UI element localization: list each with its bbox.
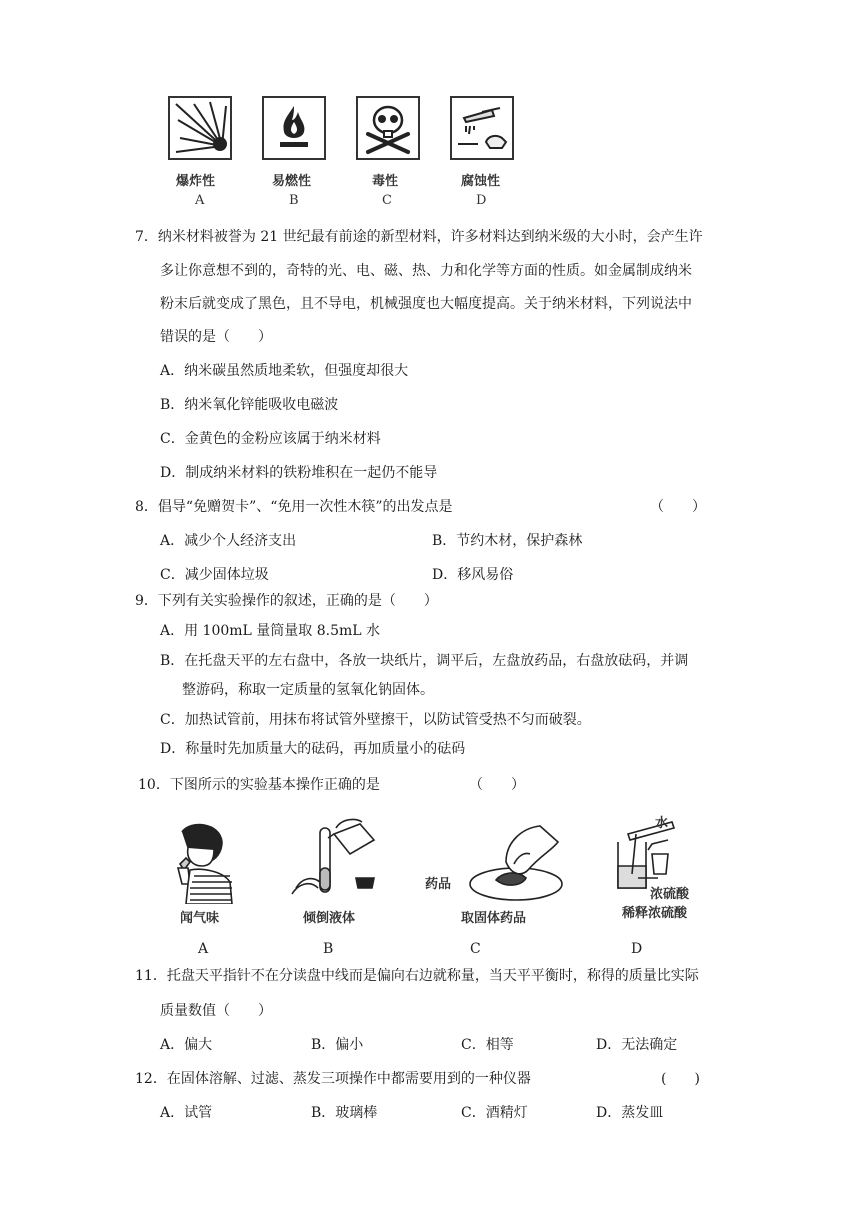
picture-caption: 倾倒液体: [303, 911, 356, 926]
q7-stem-line-1: 7．纳米材料被誉为 21 世纪最有前途的新型材料，许多材料达到纳米级的大小时，会产生许: [135, 229, 703, 245]
q8-option-b: B．节约木材，保护森林: [432, 533, 583, 549]
q12-option-a: A．试管: [160, 1105, 213, 1121]
hazard-sign-label: 腐蚀性: [461, 174, 501, 189]
q9-option-d: D．称量时先加质量大的砝码，再加质量小的砝码: [160, 741, 466, 757]
hazard-sign-label: 易燃性: [272, 174, 312, 189]
q11-option-c: C．相等: [461, 1037, 514, 1053]
q7-stem-line-3: 粉末后就变成了黑色，且不导电，机械强度也大幅度提高。关于纳米材料，下列说法中: [160, 296, 692, 312]
skull-crossbones-icon: [358, 98, 418, 158]
picture-label-water: 水: [655, 816, 669, 831]
q10-answer-paren: （ ）: [469, 777, 525, 793]
diluting-acid-illustration: [608, 814, 688, 894]
q11-stem-line-1: 11．托盘天平指针不在分读盘中线而是偏向右边就称量，当天平平衡时，称得的质量比实际: [135, 968, 699, 984]
taking-solid-illustration: [462, 822, 566, 906]
q7-option-b: B．纳米氧化锌能吸收电磁波: [160, 397, 339, 413]
picture-letter: A: [198, 941, 209, 957]
q10-stem: 10．下图所示的实验基本操作正确的是: [138, 777, 380, 793]
hazard-sign-letter: A: [195, 193, 205, 208]
q7-stem-line-4: 错误的是（ ）: [160, 329, 272, 345]
q8-option-c: C．减少固体垃圾: [160, 567, 269, 583]
q8-option-d: D．移风易俗: [432, 567, 514, 583]
hazard-sign-corrosive: [450, 96, 514, 160]
hazard-sign-letter: D: [476, 193, 487, 208]
q12-option-c: C．酒精灯: [461, 1105, 528, 1121]
hazard-sign-label: 毒性: [372, 174, 399, 189]
hazard-sign-label: 爆炸性: [176, 174, 216, 189]
q7-option-c: C．金黄色的金粉应该属于纳米材料: [160, 431, 381, 447]
q9-option-a: A．用 100mL 量筒量取 8.5mL 水: [160, 623, 381, 639]
hazard-sign-letter: C: [382, 193, 392, 208]
picture-caption: 稀释浓硫酸: [622, 906, 688, 921]
picture-caption: 取固体药品: [461, 911, 527, 926]
picture-letter: D: [631, 941, 643, 957]
q7-option-d: D．制成纳米材料的铁粉堆积在一起仍不能导: [160, 465, 438, 481]
q11-stem-line-2: 质量数值（ ）: [160, 1003, 272, 1019]
picture-label-acid: 浓硫酸: [650, 887, 690, 902]
q11-option-d: D．无法确定: [596, 1037, 678, 1053]
pouring-liquid-illustration: [288, 818, 384, 904]
q8-stem: 8．倡导“免赠贺卡”、“免用一次性木筷”的出发点是: [135, 499, 453, 515]
hazard-sign-letter: B: [289, 193, 299, 208]
q8-option-a: A．减少个人经济支出: [160, 533, 297, 549]
q7-option-a: A．纳米碳虽然质地柔软，但强度却很大: [160, 363, 409, 379]
q12-option-b: B．玻璃棒: [311, 1105, 378, 1121]
q12-stem: 12．在固体溶解、过滤、蒸发三项操作中都需要用到的一种仪器: [135, 1071, 531, 1087]
q9-option-c: C．加热试管前，用抹布将试管外壁擦干，以防试管受热不匀而破裂。: [160, 712, 591, 728]
picture-caption: 闻气味: [180, 911, 220, 926]
corrosion-icon: [452, 98, 512, 158]
q9-stem: 9．下列有关实验操作的叙述，正确的是（ ）: [135, 593, 438, 609]
q9-option-b-continued: 整游码，称取一定质量的氢氧化钠固体。: [182, 682, 434, 698]
q11-option-a: A．偏大: [160, 1037, 213, 1053]
hazard-sign-flammable: [262, 96, 326, 160]
hazard-sign-toxic: [356, 96, 420, 160]
q8-answer-paren: （ ）: [650, 499, 706, 515]
smelling-illustration: [160, 818, 240, 904]
picture-label-chemical: 药品: [425, 877, 452, 892]
q7-stem-line-2: 多让你意想不到的，奇特的光、电、磁、热、力和化学等方面的性质。如金属制成纳米: [160, 263, 692, 279]
explosion-icon: [170, 98, 230, 158]
flame-icon: [264, 98, 324, 158]
q9-option-b: B．在托盘天平的左右盘中，各放一块纸片，调平后，左盘放药品，右盘放砝码，并调: [160, 653, 689, 669]
picture-letter: B: [323, 941, 334, 957]
q11-option-b: B．偏小: [311, 1037, 364, 1053]
q12-option-d: D．蒸发皿: [596, 1105, 664, 1121]
q12-answer-paren: ( ): [661, 1071, 700, 1087]
picture-letter: C: [470, 941, 481, 957]
hazard-sign-explosive: [168, 96, 232, 160]
